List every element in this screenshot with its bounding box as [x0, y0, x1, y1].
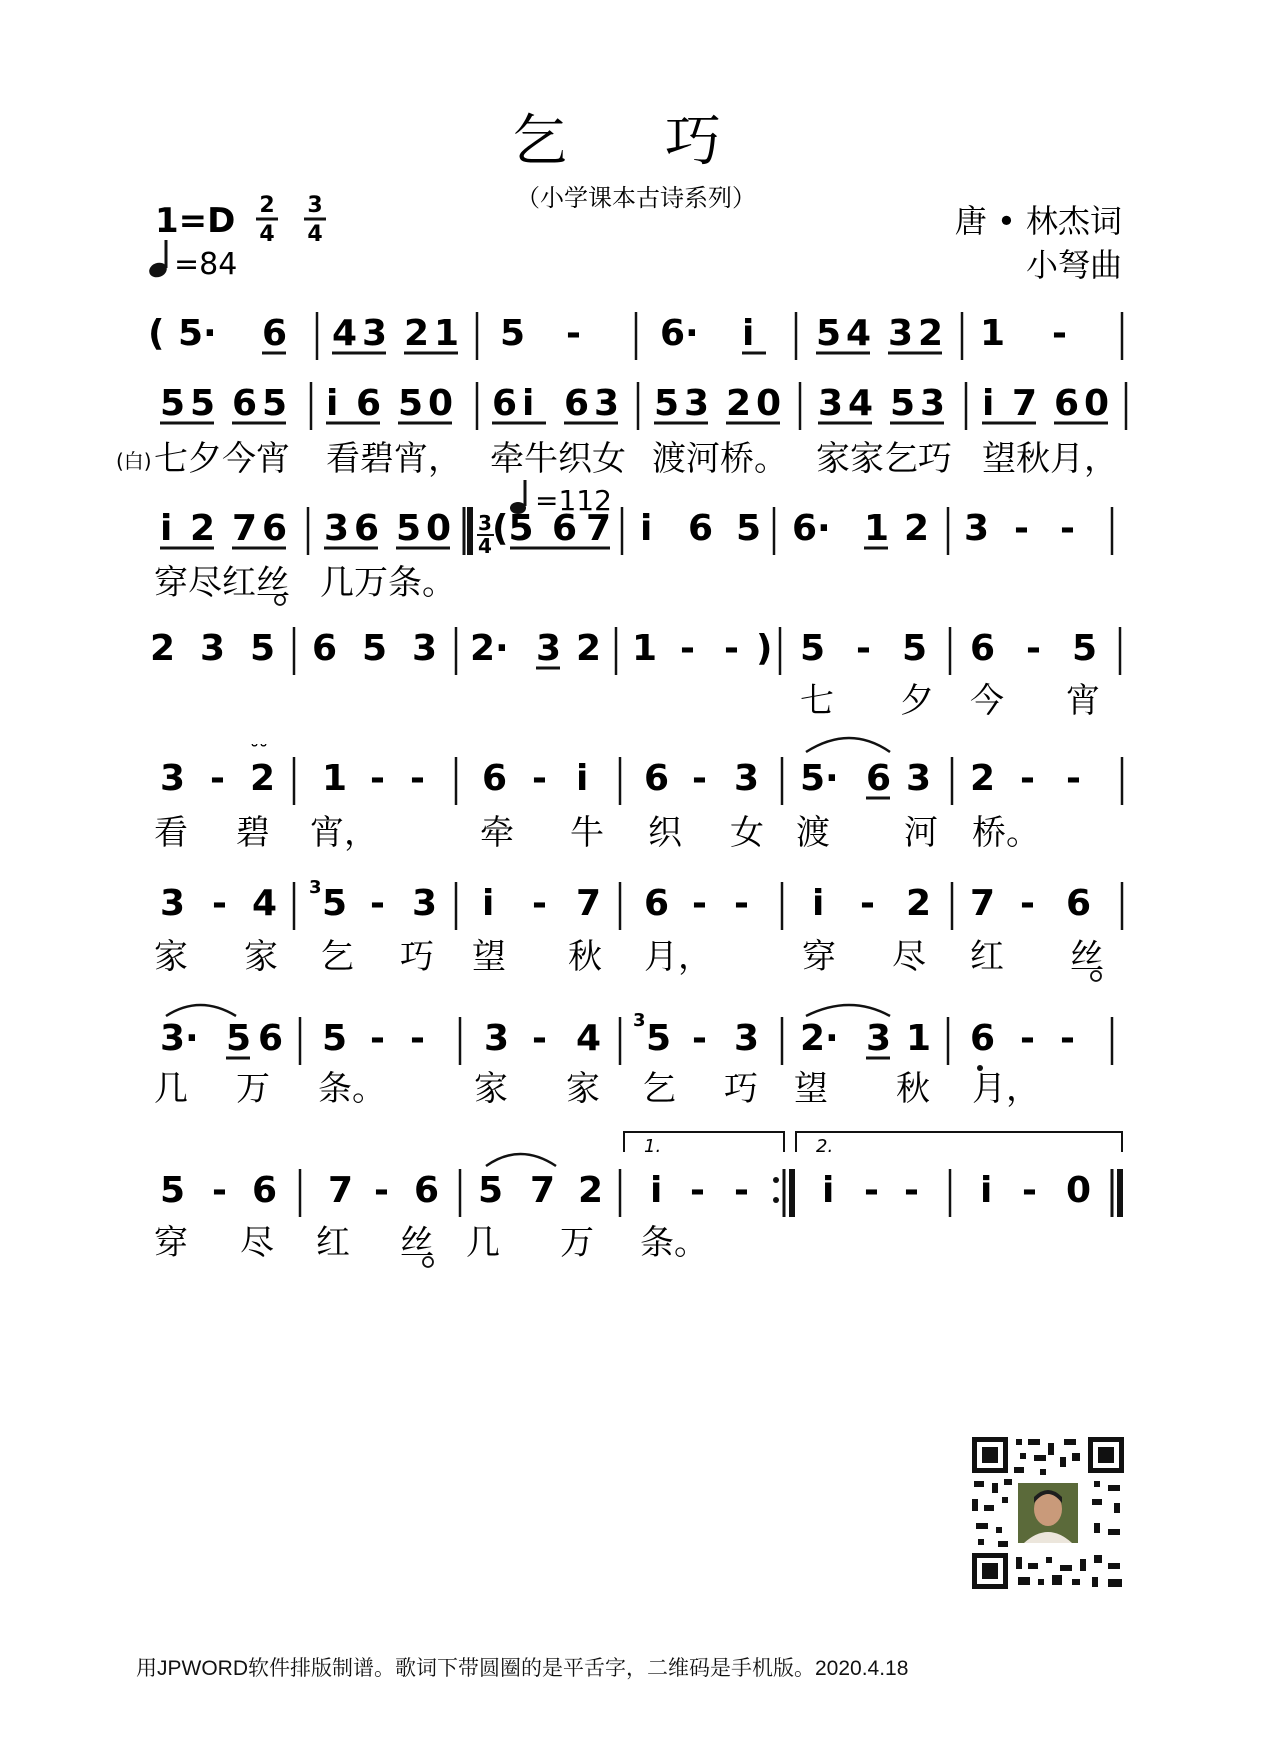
note-glyph: 3	[484, 1018, 510, 1059]
lyric-text: 看碧宵，	[326, 439, 462, 479]
svg-text:2: 2	[259, 193, 275, 218]
note-glyph: -	[410, 1018, 425, 1059]
note-glyph: 3	[536, 628, 562, 669]
note-glyph: 3	[888, 313, 914, 354]
lyricist-credit: 唐 • 林杰词	[954, 202, 1122, 240]
note-glyph: -	[532, 758, 547, 799]
note-glyph: 3	[160, 758, 186, 799]
note-glyph: 1	[322, 758, 348, 799]
note-glyph: 1	[980, 313, 1006, 354]
note-glyph: 0	[756, 383, 782, 424]
note-glyph: 6	[866, 758, 892, 799]
note-glyph: -	[864, 1170, 879, 1211]
lyrics-line-5	[154, 813, 1040, 853]
note-glyph: (5	[492, 508, 534, 549]
lyric-text: 万	[236, 1069, 270, 1109]
note-glyph: 7	[576, 883, 602, 924]
note-glyph: 3	[684, 383, 710, 424]
lyric-text: 望秋月，	[982, 439, 1118, 479]
note-glyph: -	[692, 1018, 707, 1059]
lyric-text: 条。	[318, 1069, 386, 1109]
note-glyph: 1.	[644, 1136, 662, 1157]
lyric-text: 条。	[640, 1223, 708, 1263]
note-glyph: 3	[866, 1018, 892, 1059]
note-glyph: 2	[404, 313, 430, 354]
note-glyph: 4	[332, 313, 358, 354]
note-glyph: 6	[644, 758, 670, 799]
note-glyph: 1	[906, 1018, 932, 1059]
note-glyph: 5	[160, 383, 186, 424]
qr-code-icon[interactable]	[968, 1433, 1128, 1593]
lyric-text: 几	[154, 1069, 188, 1109]
lyric-text: 今	[970, 681, 1004, 721]
svg-text:˘˘: ˘˘	[250, 742, 268, 763]
lyric-text: 尽	[892, 937, 926, 977]
note-glyph: 6	[552, 508, 578, 549]
lyric-text: 望	[794, 1069, 828, 1109]
note-glyph: 3	[633, 1010, 646, 1031]
note-glyph: -	[1020, 758, 1035, 799]
note-glyph: 4	[848, 383, 874, 424]
note-glyph: i	[576, 758, 589, 799]
note-glyph: -	[692, 758, 707, 799]
note-glyph: -	[532, 883, 547, 924]
lyric-text: 牛	[570, 813, 604, 853]
note-glyph: 6	[482, 758, 508, 799]
note-glyph: 3	[734, 758, 760, 799]
note-glyph: 3	[920, 383, 946, 424]
note-glyph: -	[860, 883, 875, 924]
note-glyph: 5	[322, 1018, 348, 1059]
note-glyph: -	[532, 1018, 547, 1059]
score-line-6	[160, 877, 1122, 930]
note-glyph: 2	[250, 758, 276, 799]
note-glyph: 3	[309, 877, 322, 898]
note-glyph: 4	[576, 1018, 602, 1059]
lyric-text: 巧	[400, 937, 434, 977]
note-glyph: 3	[412, 883, 438, 924]
lyrics-line-4	[800, 681, 1100, 721]
score-line-3	[160, 480, 1112, 558]
note-glyph: 2	[150, 628, 176, 669]
lyric-text: 几万条。	[320, 563, 456, 603]
note-glyph: 2	[726, 383, 752, 424]
lyrics-line-2	[116, 439, 1118, 479]
note-glyph: 3	[200, 628, 226, 669]
note-glyph: -	[566, 313, 581, 354]
note-glyph: -	[410, 758, 425, 799]
note-glyph: 3	[964, 508, 990, 549]
lyric-text: 乞	[642, 1069, 676, 1109]
note-glyph: 5	[226, 1018, 252, 1059]
lyric-text: 万	[560, 1223, 594, 1263]
note-glyph: -	[856, 628, 871, 669]
note-glyph: i	[160, 508, 173, 549]
note-glyph: -	[370, 1018, 385, 1059]
note-glyph: 7	[586, 508, 612, 549]
note-glyph: 6	[970, 1018, 996, 1059]
note-glyph: 7	[328, 1170, 354, 1211]
note-glyph: 5	[398, 383, 424, 424]
lyric-text: 七夕今宵	[154, 439, 290, 479]
time-signature-3-4	[304, 193, 326, 247]
note-glyph: -	[724, 628, 739, 669]
lyric-text: 穿	[154, 1223, 188, 1263]
note-glyph: 3	[594, 383, 620, 424]
note-glyph: -	[690, 1170, 705, 1211]
lyric-text: 穿尽红丝	[154, 563, 290, 603]
svg-text:3: 3	[307, 193, 323, 218]
note-glyph: -	[212, 883, 227, 924]
lyric-text: 望	[472, 937, 506, 977]
note-glyph: 1	[632, 628, 658, 669]
lyric-text: 几	[466, 1223, 500, 1263]
lyric-text: 宵，	[310, 813, 378, 853]
note-glyph: 2	[904, 508, 930, 549]
note-glyph: 6·	[660, 313, 699, 354]
spoken-mark: (白)	[116, 449, 152, 473]
note-glyph: 2	[576, 628, 602, 669]
note-glyph: -	[1060, 508, 1075, 549]
note-glyph: 3	[362, 313, 388, 354]
note-glyph: 6	[232, 383, 258, 424]
note-glyph: )	[756, 628, 773, 669]
page-title: 乞 巧	[511, 109, 761, 174]
note-glyph: 6	[252, 1170, 278, 1211]
svg-text:4: 4	[259, 222, 275, 247]
note-glyph: -	[1020, 883, 1035, 924]
note-glyph: i	[980, 1170, 993, 1211]
note-glyph: -	[680, 628, 695, 669]
lyric-text: 丝	[1070, 937, 1104, 977]
lyric-text: 乞	[320, 937, 354, 977]
score-line-8	[160, 1132, 1122, 1217]
note-glyph: 3	[734, 1018, 760, 1059]
note-glyph: 3	[412, 628, 438, 669]
lyrics-line-8	[154, 1223, 708, 1267]
note-glyph: -	[1020, 1018, 1035, 1059]
note-glyph: 5	[736, 508, 762, 549]
lyric-text: 红	[316, 1223, 350, 1263]
note-glyph: i	[650, 1170, 663, 1211]
note-glyph: 1	[434, 313, 460, 354]
note-glyph: -	[1060, 1018, 1075, 1059]
note-glyph: 5	[654, 383, 680, 424]
lyric-text: 家家乞巧	[816, 439, 952, 479]
note-glyph: i	[982, 383, 995, 424]
quarter-note-icon	[147, 240, 169, 280]
note-glyph: i	[482, 883, 495, 924]
volta-bracket-1	[624, 1132, 784, 1157]
note-glyph: 2	[190, 508, 216, 549]
lyric-text: 家	[566, 1069, 600, 1109]
lyric-text: 桥。	[972, 813, 1040, 853]
lyric-text: 宵	[1066, 681, 1100, 721]
note-glyph: 5	[362, 628, 388, 669]
lyric-text: 穿	[802, 937, 836, 977]
note-glyph: 7	[970, 883, 996, 924]
note-glyph: 2	[578, 1170, 604, 1211]
page-subtitle: （小学课本古诗系列）	[516, 184, 756, 212]
note-glyph: 6	[262, 508, 288, 549]
note-glyph: 4	[846, 313, 872, 354]
note-glyph: 5	[1072, 628, 1098, 669]
note-glyph: 5	[890, 383, 916, 424]
note-glyph: 6	[644, 883, 670, 924]
lyric-text: 七	[800, 681, 834, 721]
note-glyph: -	[212, 1170, 227, 1211]
lyric-text: 夕	[900, 681, 934, 721]
note-glyph: 5·	[178, 313, 217, 354]
score-line-1	[148, 312, 1122, 360]
lyric-text: 月，	[972, 1069, 1040, 1109]
time-sig-3-4-inline: 3	[478, 511, 492, 535]
note-glyph: 0	[428, 383, 454, 424]
note-glyph: -	[1026, 628, 1041, 669]
note-glyph: 4	[252, 883, 278, 924]
note-glyph: -	[210, 758, 225, 799]
note-glyph: 5	[800, 628, 826, 669]
score-line-4	[150, 627, 1120, 675]
note-glyph: 0	[1084, 383, 1110, 424]
note-glyph: 5	[160, 1170, 186, 1211]
score-line-2	[160, 382, 1126, 430]
note-glyph: 5	[646, 1018, 672, 1059]
note-glyph: 2·	[470, 628, 509, 669]
note-glyph: 2	[918, 313, 944, 354]
lyric-text: 渡	[796, 813, 830, 853]
footer-note: 用JPWORD软件排版制谱。歌词下带圆圈的是平舌字，二维码是手机版。2020.4.18	[136, 1657, 909, 1680]
lyric-text: 碧	[236, 813, 270, 853]
note-glyph: 6	[564, 383, 590, 424]
note-glyph: -	[692, 883, 707, 924]
volta-bracket-2	[796, 1132, 1122, 1157]
lyric-text: 河	[904, 813, 938, 853]
lyrics-line-3	[154, 563, 456, 605]
note-glyph: 5	[500, 313, 526, 354]
note-glyph: 3	[818, 383, 844, 424]
note-glyph: 2.	[816, 1136, 834, 1157]
note-glyph: 6	[970, 628, 996, 669]
note-glyph: -	[374, 1170, 389, 1211]
note-glyph: i	[812, 883, 825, 924]
note-glyph: 5·	[800, 758, 839, 799]
note-glyph: 6	[354, 508, 380, 549]
note-glyph: 6·	[792, 508, 831, 549]
lyric-text: 看	[154, 813, 188, 853]
note-glyph: 5	[250, 628, 276, 669]
tempo-marking: =84	[174, 247, 238, 282]
note-glyph: 6	[262, 313, 288, 354]
svg-text:4: 4	[307, 222, 323, 247]
note-glyph: 2·	[800, 1018, 839, 1059]
note-glyph: -	[734, 1170, 749, 1211]
lyric-text: 家	[244, 937, 278, 977]
svg-text:4: 4	[478, 534, 492, 558]
note-glyph: -	[1014, 508, 1029, 549]
note-glyph: i	[742, 313, 755, 354]
lyric-text: 家	[154, 937, 188, 977]
note-glyph: 3	[906, 758, 932, 799]
note-glyph: 6	[414, 1170, 440, 1211]
note-glyph: -	[370, 883, 385, 924]
lyric-text: 牵牛织女	[490, 439, 626, 479]
note-glyph: i	[822, 1170, 835, 1211]
lyric-text: 秋	[896, 1069, 930, 1109]
note-glyph: 5	[902, 628, 928, 669]
lyric-text: 丝	[400, 1223, 434, 1263]
tempo-112: =112	[535, 484, 612, 517]
lyric-text: 红	[970, 937, 1004, 977]
note-glyph: i	[640, 508, 653, 549]
note-glyph: 6	[312, 628, 338, 669]
note-glyph: -	[904, 1170, 919, 1211]
note-glyph: 5	[322, 883, 348, 924]
note-glyph: 5	[478, 1170, 504, 1211]
lyric-text: 牵	[480, 813, 514, 853]
note-glyph: 6	[356, 383, 382, 424]
note-glyph: 2	[906, 883, 932, 924]
note-glyph: i	[326, 383, 339, 424]
lyric-text: 巧	[724, 1069, 758, 1109]
note-glyph: 5	[396, 508, 422, 549]
lyric-text: 秋	[568, 937, 602, 977]
note-glyph: -	[1066, 758, 1081, 799]
note-glyph: 2	[970, 758, 996, 799]
note-glyph: 6	[688, 508, 714, 549]
note-glyph: 6	[1066, 883, 1092, 924]
note-glyph: 3	[324, 508, 350, 549]
note-glyph: i	[522, 383, 535, 424]
lyric-text: 家	[474, 1069, 508, 1109]
score-line-7	[160, 1005, 1112, 1071]
note-glyph: 3	[160, 883, 186, 924]
note-glyph: 5	[262, 383, 288, 424]
note-glyph: 0	[1066, 1170, 1092, 1211]
key-signature: 1=D	[155, 201, 236, 241]
lyric-text: 渡河桥。	[652, 439, 788, 479]
note-glyph: 3·	[160, 1018, 199, 1059]
lyric-text: 织	[648, 813, 682, 853]
note-glyph: -	[734, 883, 749, 924]
lyric-text: 尽	[240, 1223, 274, 1263]
note-glyph: -	[1052, 313, 1067, 354]
note-glyph: 7	[232, 508, 258, 549]
lyric-text: 月，	[644, 937, 712, 977]
note-glyph: 0	[426, 508, 452, 549]
note-glyph: 7	[1012, 383, 1038, 424]
note-glyph: -	[1022, 1170, 1037, 1211]
note-glyph: (	[148, 313, 165, 354]
lyrics-line-7	[154, 1069, 1040, 1109]
time-signature-2-4	[256, 193, 278, 247]
lyric-text: 女	[730, 813, 764, 853]
note-glyph: 6	[492, 383, 518, 424]
lyrics-line-6	[154, 937, 1104, 981]
note-glyph: -	[370, 758, 385, 799]
score-line-5	[160, 738, 1122, 805]
note-glyph: 6	[1054, 383, 1080, 424]
note-glyph: 7	[530, 1170, 556, 1211]
note-glyph: 6	[258, 1018, 284, 1059]
note-glyph: 5	[816, 313, 842, 354]
note-glyph: 5	[190, 383, 216, 424]
composer-credit: 小弩曲	[1025, 246, 1122, 284]
note-glyph: 1	[864, 508, 890, 549]
